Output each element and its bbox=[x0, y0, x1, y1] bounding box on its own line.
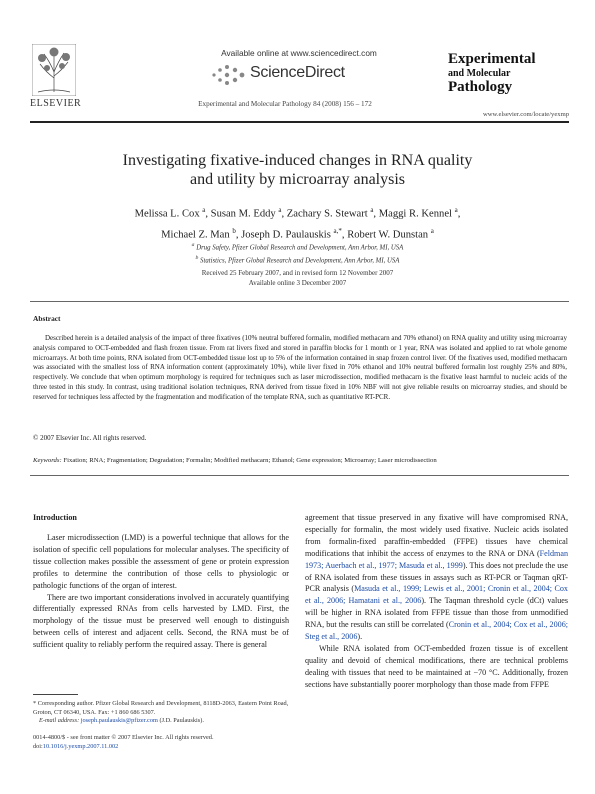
affiliation-b-text: Statistics, Pfizer Global Research and Development, Ann Arbor, MI, USA bbox=[200, 257, 400, 265]
journal-title-line3: Pathology bbox=[448, 79, 513, 95]
author-affiliation-marker: a,* bbox=[333, 226, 342, 235]
author-name: Michael Z. Man bbox=[161, 229, 233, 241]
author-separator: , bbox=[373, 208, 379, 220]
abstract-bottom-rule bbox=[30, 475, 569, 476]
keywords bbox=[33, 457, 567, 464]
author-affiliation-marker: a bbox=[454, 206, 458, 214]
author-name: Melissa L. Cox bbox=[134, 208, 203, 220]
footnote-rule bbox=[33, 694, 78, 695]
journal-citation: Experimental and Molecular Pathology 84 (2008) 156 – 172 bbox=[198, 100, 372, 108]
publisher-name: ELSEVIER bbox=[30, 98, 82, 109]
author-affiliation-marker: a bbox=[430, 226, 434, 235]
doi-link[interactable]: 10.1016/j.yexmp.2007.11.002 bbox=[42, 743, 119, 750]
right-paragraph-1 bbox=[305, 512, 568, 643]
author-separator: , bbox=[235, 229, 242, 241]
affiliation-b-marker: b bbox=[195, 255, 199, 262]
elsevier-tree-logo bbox=[32, 44, 76, 96]
right-column bbox=[305, 512, 568, 691]
intro-paragraph-1: Laser microdissection (LMD) is a powerful technique that allows for the isolation of specific cell populations for molecular analyses. The specificity of tissue collection makes possible the assessment of gene or protein expression profiles to determine the contribution of those cells to physiologic or pathologic functions of the organ of interest. bbox=[33, 533, 289, 590]
intro-paragraph-2: There are two important considerations involved in accurately quantifying differentially expressed RNAs from cells harvested by LMD. First, the morphology of the tissue must be preserved well enough to distinguish between cells of interest and adjacent cells. Second, the RNA must be of sufficient quality to reliably perform the required assay. There is general bbox=[33, 592, 289, 650]
affiliation-b bbox=[90, 253, 505, 266]
author-affiliation-marker: a bbox=[278, 206, 282, 214]
author-separator: , bbox=[281, 208, 287, 220]
citation-link[interactable]: Masuda et al., 1999; Lewis et al., 2001; Cronin et al., 2004; Cox et al., 2006; Hamatani et al., 2006 bbox=[305, 584, 568, 606]
article-title bbox=[60, 151, 535, 189]
text-segment: ). The Taqman threshold cycle (dCt) values will be higher in RNA isolated from FFPE tissue than those from unmodified RNA, but the results can still be correlated ( bbox=[305, 596, 568, 630]
keywords-list: Fixation; RNA; Fragmentation; Degradation; Formalin; Modified methacarn; Ethanol; Gene expression; Microarray; Laser microdissection bbox=[61, 457, 437, 464]
received-date: Received 25 February 2007, and in revised form 12 November 2007 bbox=[201, 269, 394, 277]
citation-link[interactable]: Cronin et al., 2004; Cox et al., 2006; Steg et al., 2006 bbox=[305, 620, 568, 642]
author-affiliation-marker: b bbox=[232, 226, 236, 235]
header-rule bbox=[30, 121, 569, 123]
abstract-heading: Abstract bbox=[33, 314, 61, 323]
author-separator: , bbox=[457, 208, 461, 220]
authors-line-1 bbox=[60, 202, 535, 223]
author-name: Zachary S. Stewart bbox=[286, 208, 371, 220]
affiliation-a-text: Drug Safety, Pfizer Global Research and Development, Ann Arbor, MI, USA bbox=[196, 244, 404, 252]
email-label: E-mail address: bbox=[39, 717, 80, 725]
author-name: Susan M. Eddy bbox=[210, 208, 279, 220]
issn-line: 0014-4800/$ - see front matter © 2007 Elsevier Inc. All rights reserved. bbox=[33, 734, 214, 741]
journal-logo-title bbox=[448, 52, 568, 95]
title-line-1: Investigating fixative-induced changes in RNA quality bbox=[122, 152, 473, 169]
title-line-2: and utility by microarray analysis bbox=[189, 171, 406, 188]
keywords-label: Keywords: bbox=[33, 457, 62, 464]
journal-url-link[interactable]: www.elsevier.com/locate/yexmp bbox=[483, 111, 569, 118]
footnote bbox=[33, 700, 289, 726]
author-affiliation-marker: a bbox=[202, 206, 206, 214]
abstract-text: Described herein is a detailed analysis of the impact of three fixatives (10% neutral buffered formalin, modified methacarn and 70% ethanol) on RNA quality and utility using microarray analysis compared to OCT-embedded and flash frozen tissue. From rat livers fixed and stored in paraffin blocks for 1 month or 1 year, RNA was isolated and applied to rat whole genome microarrays. At both time points, RNA isolated from OCT-embedded tissue lost up to 5% of the information contained in snap frozen control liver. Of the fixatives used, modified methacarn was associated with the smallest loss of RNA information content (approximately 10%), while liver fixed in 70% ethanol and 10% neutral buffered formalin lost roughly 25% and 80%, respectively. We conclude that when optimum morphology is required for techniques such as laser microdissection, modified methacarn is the fixative least harmful to nucleic acids of the three tested in this study. In contrast, using traditional isolation techniques, RNA derived from tissue fixed in 10% NBF will not give reliable results on microarray studies, and should be reserved for techniques less affected by the fragmentation and modification of the template RNA, such as quantitative RT-PCR. bbox=[33, 334, 567, 401]
text-segment: agreement that tissue preserved in any fixative will have compromised RNA, especially for formalin, the most widely used fixative. Nucleic acids isolated from formalin-fixed paraffin-embedded (FFPE) tissues have chemical modifications that inhibit the access of enzymes to the RNA or DNA ( bbox=[305, 513, 568, 558]
author-affiliation-marker: a bbox=[370, 206, 374, 214]
available-date: Available online 3 December 2007 bbox=[248, 279, 347, 287]
journal-title-line1: Experimental bbox=[448, 51, 536, 67]
text-segment: ). This does not preclude the use of RNA isolated from these tissues in assays such as RT-PCR or Taqman qRT-PCR analysis ( bbox=[305, 560, 569, 594]
author-list bbox=[60, 202, 535, 243]
available-online-text: Available online at www.sciencedirect.com bbox=[221, 48, 377, 58]
author-name: Maggi R. Kennel bbox=[378, 208, 455, 220]
sciencedirect-wordmark: ScienceDirect bbox=[250, 64, 345, 81]
author-name: Joseph D. Paulauskis bbox=[241, 229, 334, 241]
front-matter-info bbox=[33, 733, 289, 751]
author-separator: , bbox=[205, 208, 211, 220]
author-separator: , bbox=[341, 229, 348, 241]
text-segment: ). bbox=[357, 632, 363, 642]
email-link[interactable]: joseph.paulauskis@pfizer.com bbox=[80, 717, 158, 725]
affiliation-a-marker: a bbox=[191, 242, 195, 248]
abstract-copyright: © 2007 Elsevier Inc. All rights reserved. bbox=[33, 434, 147, 442]
right-paragraph-2: While RNA isolated from OCT-embedded frozen tissue is of excellent quality and devoid of chemical modifications, there are technical problems dealing with tissues that need to be maintained at −70 °C. Additionally, frozen sections have substantially poorer morphology than those made from FFPE bbox=[305, 643, 568, 689]
section-heading-introduction: Introduction bbox=[33, 513, 77, 522]
abstract-top-rule bbox=[30, 301, 569, 302]
corresponding-author-note: * Corresponding author. Pfizer Global Research and Development, 8118D-2063, Eastern Point Road, Groton, CT 06340, USA. Fax: +1 860 686 5307. bbox=[33, 700, 289, 716]
citation-link[interactable]: Feldman 1973; Auerbach et al., 1977; Masuda et al., 1999 bbox=[305, 548, 568, 570]
affiliation-a bbox=[90, 240, 505, 253]
author-name: Robert W. Dunstan bbox=[347, 229, 431, 241]
doi-label: doi: bbox=[33, 743, 43, 750]
article-dates bbox=[90, 268, 505, 288]
email-suffix: (J.D. Paulauskis). bbox=[157, 717, 204, 725]
left-column bbox=[33, 532, 289, 651]
sciencedirect-logo-icon bbox=[208, 62, 248, 88]
affiliations bbox=[90, 240, 505, 267]
journal-title-line2: and Molecular bbox=[448, 68, 511, 79]
